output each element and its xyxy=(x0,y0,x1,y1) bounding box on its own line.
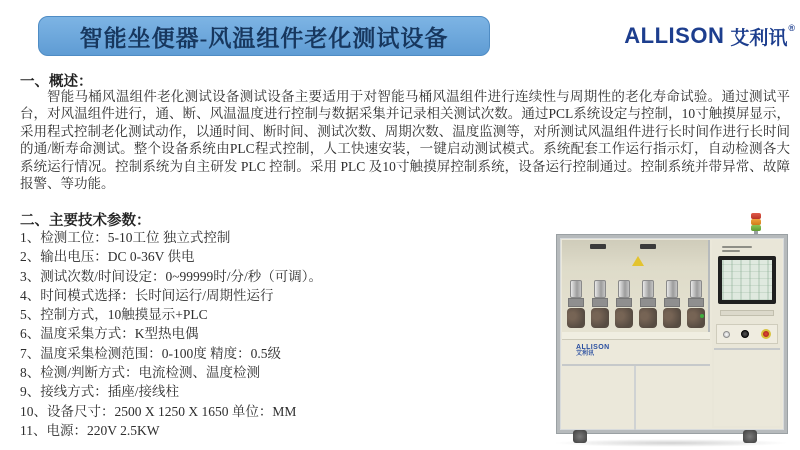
test-cabinet xyxy=(557,235,787,433)
indicator-button xyxy=(723,331,730,338)
station-wiring xyxy=(615,308,633,328)
power-button xyxy=(741,330,749,338)
spec-item: 1、检测工位：5-10工位 独立式控制 xyxy=(20,230,231,245)
specs-heading: 二、主要技术参数： xyxy=(20,213,151,229)
chamber-vent xyxy=(640,244,656,249)
station-base xyxy=(664,298,680,307)
machine-brand-en: ALLISON xyxy=(576,344,610,351)
specs-list xyxy=(20,228,545,440)
station-base xyxy=(592,298,608,307)
title-banner xyxy=(38,16,490,56)
station-cylinder xyxy=(618,280,630,298)
control-button-panel xyxy=(716,324,778,344)
chamber-vent xyxy=(590,244,606,249)
spec-item: 6、温度采集方式：K型热电偶 xyxy=(20,326,199,342)
station-base xyxy=(688,298,704,307)
caster-wheel-left xyxy=(573,430,587,443)
station-cylinder xyxy=(570,280,582,298)
overview-paragraph: 智能马桶风温组件老化测试设备测试设备主要适用于对智能马桶风温组件进行连续性与周期性的老化寿命试验。通过测试平台，对风温组件进行，通、断、风温温度进行控制与数据采集并记录相关测试次数。通过PCL系统设定与控制，10寸触摸屏显示，采用程式控制老化测试动作，以通时间、断时间、测试次数、周期次数、温度监测等，对所测试风温组件进行长时间作进行长时间的通/断寿命测试。整个设备系统由PLC程式控制，人工快速安装，一键启动测试模式。系统配套工作运行指示灯，自动检测各大系统运行情况。控制系统为自主研发 PLC 控制。采用 PLC 及10寸触摸屏控制系统，设备运行控制通过。控制系统并带异常、故障报警、等功能。 xyxy=(20,89,790,192)
chamber-indicator-led xyxy=(700,314,704,318)
spec-item: 3、测试次数/时间设定：0~99999时/分/秒（可调）。 xyxy=(20,268,323,284)
spec-item: 2、输出电压：DC 0-36V 供电 xyxy=(20,249,195,265)
work-surface xyxy=(562,332,710,340)
warning-triangle-icon xyxy=(632,256,644,266)
stack-light xyxy=(750,213,762,235)
test-station xyxy=(664,280,680,330)
spec-item: 10、设备尺寸：2500 X 1250 X 1650 单位：MM xyxy=(20,403,297,419)
touchscreen xyxy=(718,256,776,304)
machine-brand-label xyxy=(576,344,610,358)
test-stations xyxy=(564,278,708,330)
spec-item: 4、时间模式选择：长时间运行/周期性运行 xyxy=(20,287,274,303)
station-wiring xyxy=(687,308,705,328)
front-panel xyxy=(562,340,710,364)
equipment-photo xyxy=(547,213,795,447)
logo-wordmark: ALLISON xyxy=(624,23,725,48)
page-title: 智能坐便器-风温组件老化测试设备 xyxy=(79,25,449,51)
spec-item: 11、电源：220V 2.5KW xyxy=(20,422,160,438)
spec-item: 9、接线方式：插座/接线柱 xyxy=(20,384,180,400)
station-base xyxy=(568,298,584,307)
control-column-label xyxy=(722,246,752,254)
overview-heading: 一、概述： xyxy=(20,74,93,90)
spec-item: 5、控制方式，10触摸显示+PLC xyxy=(20,307,208,323)
test-station xyxy=(568,280,584,330)
station-cylinder xyxy=(690,280,702,298)
brand-logo xyxy=(600,20,795,52)
station-cylinder xyxy=(594,280,606,298)
station-wiring xyxy=(567,308,585,328)
label-line xyxy=(722,250,740,252)
station-cylinder xyxy=(642,280,654,298)
station-base xyxy=(640,298,656,307)
door-seam xyxy=(634,366,636,430)
lower-right-door xyxy=(714,348,780,426)
touchscreen-display xyxy=(722,260,772,300)
test-station xyxy=(592,280,608,330)
spec-item: 7、温度采集检测范围：0-100度 精度：0.5级 xyxy=(20,345,281,361)
spec-item: 8、检测/判断方式：电流检测、温度检测 xyxy=(20,365,261,381)
station-wiring xyxy=(591,308,609,328)
emergency-stop-button xyxy=(761,329,771,339)
test-station xyxy=(640,280,656,330)
station-cylinder xyxy=(666,280,678,298)
station-wiring xyxy=(663,308,681,328)
test-station xyxy=(616,280,632,330)
lower-left-door xyxy=(562,364,710,428)
logo-cn-name: 艾利讯 xyxy=(730,27,788,49)
machine-brand-cn: 艾利讯 xyxy=(576,351,595,358)
test-chamber xyxy=(562,240,710,332)
label-line xyxy=(722,246,752,248)
screen-caption-strip xyxy=(720,310,774,316)
caster-wheel-right xyxy=(743,430,757,443)
registered-mark-icon: ® xyxy=(788,23,795,33)
station-base xyxy=(616,298,632,307)
control-column xyxy=(712,240,782,428)
station-wiring xyxy=(639,308,657,328)
test-station xyxy=(688,280,704,330)
